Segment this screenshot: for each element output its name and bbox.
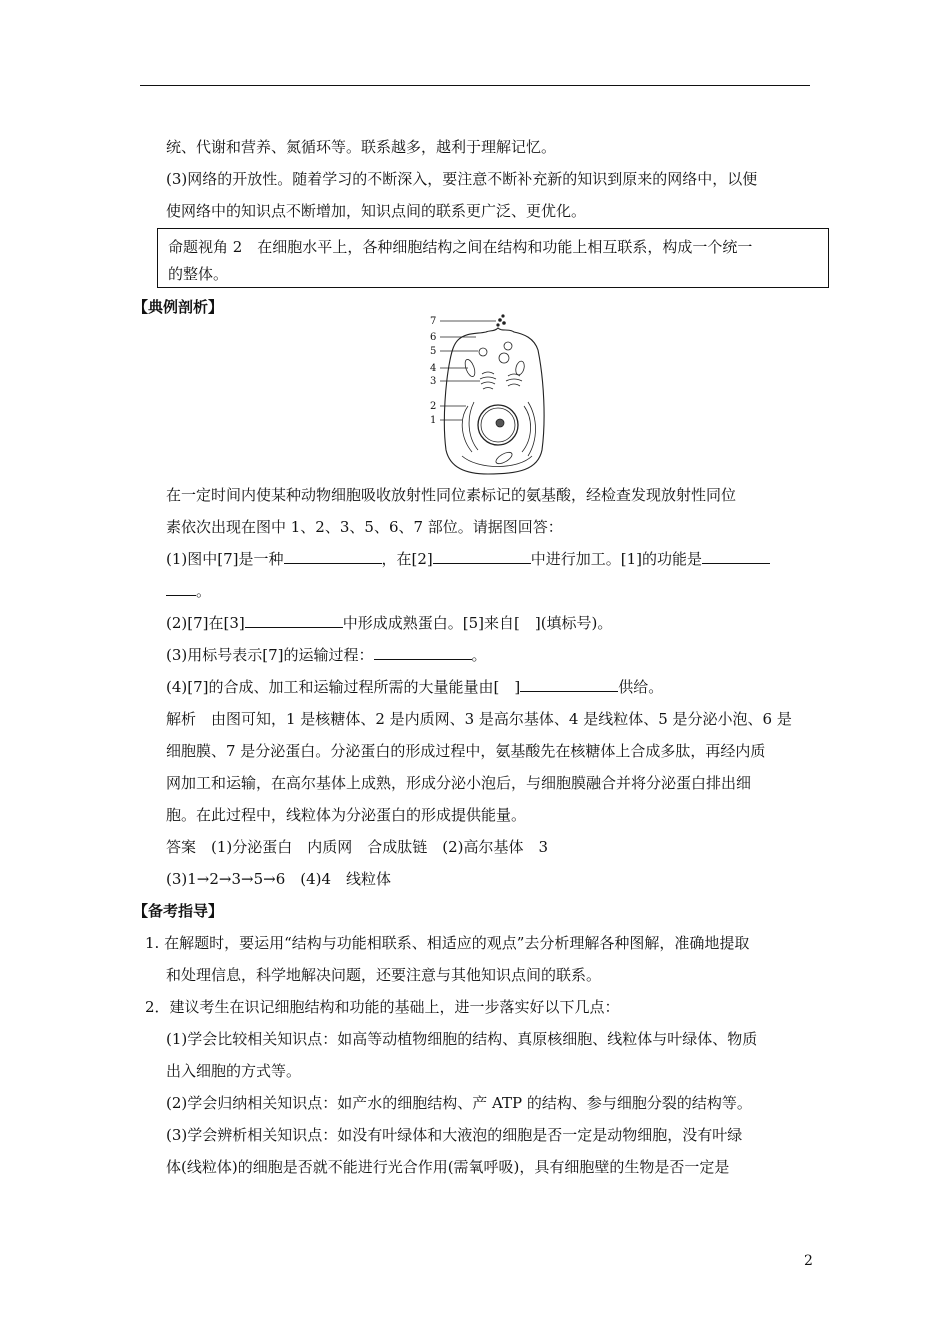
topic-box-line1: 命题视角 2 在细胞水平上，各种细胞结构之间在结构和功能上相互联系，构成一个统一 (168, 238, 753, 256)
guide-item1-line1: 1. 在解题时，要运用“结构与功能相联系、相适应的观点”去分析理解各种图解，准确地提取 (145, 934, 750, 952)
figure-label-1: 1 (430, 415, 437, 426)
figure-label-6: 6 (430, 332, 437, 343)
figure-label-2: 2 (430, 401, 437, 412)
question-2 (166, 613, 612, 633)
question-3-text-b: 。 (471, 646, 487, 664)
answer-blank-2[interactable] (433, 549, 531, 564)
figure-labels (430, 316, 436, 426)
question-1-line1 (166, 549, 770, 569)
cell-diagram (428, 310, 550, 480)
figure-label-5: 5 (430, 346, 437, 357)
guide-sub1-line1: (1)学会比较相关知识点：如高等动植物细胞的结构、真原核细胞、线粒体与叶绿体、物质 (166, 1030, 758, 1048)
question-4 (166, 677, 663, 697)
header-rule (140, 85, 810, 86)
guide-sub2: (2)学会归纳相关知识点：如产水的细胞结构、产 ATP 的结构、参与细胞分裂的结构等。 (166, 1094, 752, 1112)
answer-blank-3-cont[interactable] (166, 581, 196, 596)
page-number: 2 (804, 1253, 813, 1269)
guide-item2: 2．建议考生在识记细胞结构和功能的基础上，进一步落实好以下几点： (145, 998, 620, 1016)
question-4-text-b: 供给。 (618, 678, 664, 696)
figure-label-7: 7 (430, 316, 437, 327)
answer-line2: (3)1→2→3→5→6 (4)4 线粒体 (166, 870, 392, 888)
guide-sub3-line1: (3)学会辨析相关知识点：如没有叶绿体和大液泡的细胞是否一定是动物细胞，没有叶绿 (166, 1126, 743, 1144)
analysis-line1: 解析 由图可知，1 是核糖体、2 是内质网、3 是高尔基体、4 是线粒体、5 是分泌小泡、6 是 (166, 710, 792, 728)
topic-box (157, 228, 829, 288)
analysis-line3: 网加工和运输，在高尔基体上成熟，形成分泌小泡后，与细胞膜融合并将分泌蛋白排出细 (166, 774, 752, 792)
para1-line1: 统、代谢和营养、氮循环等。联系越多，越利于理解记忆。 (166, 138, 557, 156)
para1-line2: (3)网络的开放性。随着学习的不断深入，要注意不断补充新的知识到原来的网络中，以便 (166, 170, 758, 188)
guide-sub1-line2: 出入细胞的方式等。 (166, 1062, 302, 1080)
question-intro-line1: 在一定时间内使某种动物细胞吸收放射性同位素标记的氨基酸，经检查发现放射性同位 (166, 486, 737, 504)
answer-blank-5[interactable] (374, 645, 472, 660)
question-1-text-b: ，在[2] (381, 550, 433, 568)
answer-blank-4[interactable] (245, 613, 343, 628)
figure-label-4: 4 (430, 363, 437, 374)
answer-blank-3[interactable] (702, 549, 770, 564)
question-1-text-c: 中进行加工。[1]的功能是 (530, 550, 702, 568)
answer-line1: 答案 (1)分泌蛋白 内质网 合成肽链 (2)高尔基体 3 (166, 838, 549, 856)
question-3 (166, 645, 487, 665)
guide-sub3-line2: 体(线粒体)的细胞是否就不能进行光合作用(需氧呼吸)，具有细胞壁的生物是否一定是 (166, 1158, 730, 1176)
question-intro-line2: 素依次出现在图中 1、2、3、5、6、7 部位。请据图回答： (166, 518, 563, 536)
question-1-line2 (166, 581, 211, 601)
answer-blank-6[interactable] (520, 677, 618, 692)
guide-item1-line2: 和处理信息，科学地解决问题，还要注意与其他知识点间的联系。 (166, 966, 602, 984)
analysis-line2: 细胞膜、7 是分泌蛋白。分泌蛋白的形成过程中，氨基酸先在核糖体上合成多肽，再经内质 (166, 742, 766, 760)
para1-line3: 使网络中的知识点不断增加，知识点间的联系更广泛、更优化。 (166, 202, 587, 220)
analysis-line4: 胞。在此过程中，线粒体为分泌蛋白的形成提供能量。 (166, 806, 527, 824)
question-2-text-a: (2)[7]在[3] (166, 614, 245, 632)
question-3-text-a: (3)用标号表示[7]的运输过程： (166, 646, 374, 664)
question-2-text-b: 中形成成熟蛋白。[5]来自[ ](填标号)。 (342, 614, 613, 632)
question-1-text-a: (1)图中[7]是一种 (166, 550, 284, 568)
question-1-text-d: 。 (196, 582, 212, 600)
answer-blank-1[interactable] (284, 549, 382, 564)
example-heading: 【典例剖析】 (133, 298, 224, 316)
topic-box-line2: 的整体。 (168, 265, 229, 283)
question-4-text-a: (4)[7]的合成、加工和运输过程所需的大量能量由[ ] (166, 678, 521, 696)
figure-label-3: 3 (430, 376, 437, 387)
guide-heading: 【备考指导】 (133, 902, 224, 920)
